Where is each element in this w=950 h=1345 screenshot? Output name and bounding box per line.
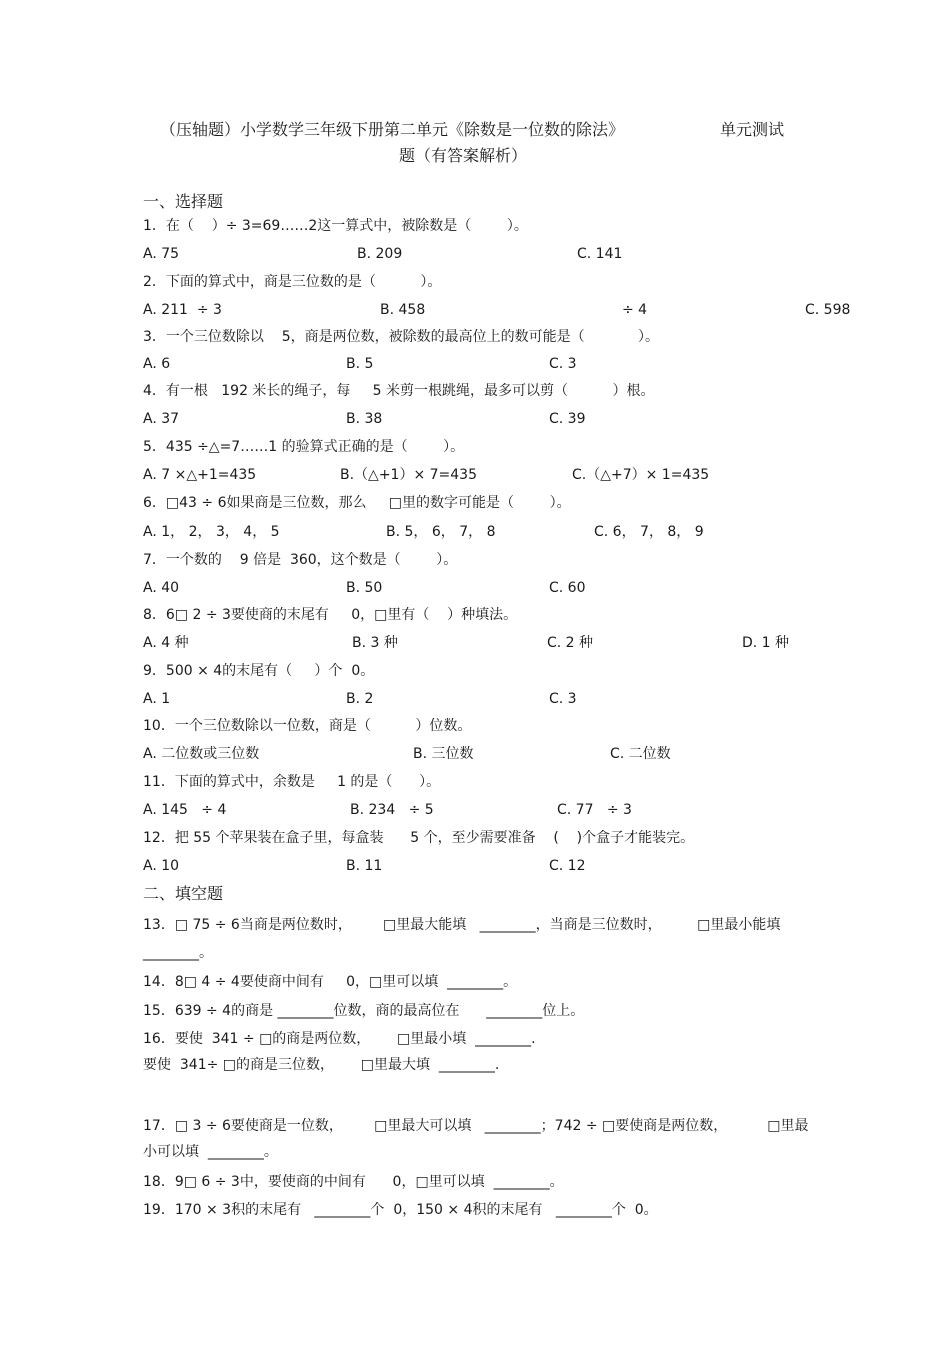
question-6: 6．□43 ÷ 6如果商是三位数，那么 □里的数字可能是（ ）。 <box>143 495 571 511</box>
section-heading-choice: 一、选择题 <box>143 192 224 211</box>
question-2: 2．下面的算式中，商是三位数的是（ ）。 <box>143 274 442 290</box>
q12-option-b: B. 11 <box>346 858 383 874</box>
q7-option-a: A. 40 <box>143 580 180 596</box>
q8-option-a: A. 4 种 <box>143 635 189 651</box>
q4-option-a: A. 37 <box>143 411 180 427</box>
question-13: 13．□ 75 ÷ 6当商是两位数时， □里最大能填 ________，当商是三位数时， □里最小能填 <box>143 917 781 933</box>
q8-option-c: C. 2 种 <box>547 635 594 651</box>
q10-option-c: C. 二位数 <box>610 746 671 762</box>
q8-option-b: B. 3 种 <box>352 635 398 651</box>
q3-option-b: B. 5 <box>346 356 374 372</box>
q12-option-c: C. 12 <box>549 858 586 874</box>
q1-option-a: A. 75 <box>143 246 180 262</box>
q2-option-b: B. 458 <box>380 302 426 318</box>
q5-option-c: C.（△+7）× 1=435 <box>572 467 710 483</box>
q10-option-b: B. 三位数 <box>413 746 474 762</box>
q11-option-b: B. 234 ÷ 5 <box>350 802 434 818</box>
question-4: 4．有一根 192 米长的绳子，每 5 米剪一根跳绳，最多可以剪（ ）根。 <box>143 383 655 399</box>
q11-option-a: A. 145 ÷ 4 <box>143 802 227 818</box>
question-16-cont: 要使 341÷ □的商是三位数， □里最大填 ________. <box>143 1057 500 1073</box>
question-5: 5．435 ÷△=7……1 的验算式正确的是（ ）。 <box>143 439 465 455</box>
q9-option-b: B. 2 <box>346 691 374 707</box>
q4-option-c: C. 39 <box>549 411 586 427</box>
q4-option-b: B. 38 <box>346 411 383 427</box>
q1-option-b: B. 209 <box>357 246 403 262</box>
q2-option-a: A. 211 ÷ 3 <box>143 302 222 318</box>
section-heading-fill: 二、填空题 <box>143 884 224 903</box>
question-7: 7．一个数的 9 倍是 360，这个数是（ ）。 <box>143 552 458 568</box>
question-17-cont: 小可以填 ________。 <box>143 1144 278 1160</box>
doc-title-line2: 题（有答案解析） <box>399 146 528 165</box>
question-17: 17．□ 3 ÷ 6要使商是一位数， □里最大可以填 ________；742 ÷ □要使商是两位数， □里最 <box>143 1118 809 1134</box>
doc-title-line1-end: 单元测试 <box>720 120 785 139</box>
question-19: 19．170 × 3积的末尾有 ________个 0，150 × 4积的末尾有 ________个 0。 <box>143 1202 658 1218</box>
q1-option-c: C. 141 <box>577 246 623 262</box>
q6-option-b: B. 5， 6， 7， 8 <box>386 524 496 540</box>
doc-title-line1: （压轴题）小学数学三年级下册第二单元《除数是一位数的除法》 <box>160 120 625 139</box>
question-3: 3．一个三位数除以 5，商是两位数，被除数的最高位上的数可能是（ ）。 <box>143 329 660 345</box>
question-15: 15．639 ÷ 4的商是 ________位数，商的最高位在 ________位上。 <box>143 1003 585 1019</box>
q2-option-c: C. 598 <box>805 302 851 318</box>
q3-option-c: C. 3 <box>549 356 577 372</box>
q6-option-a: A. 1， 2， 3， 4， 5 <box>143 524 280 540</box>
q2-option-b-divisor: ÷ 4 <box>622 302 648 318</box>
question-8: 8．6□ 2 ÷ 3要使商的末尾有 0，□里有（ ）种填法。 <box>143 607 518 623</box>
q9-option-c: C. 3 <box>549 691 577 707</box>
q8-option-d: D. 1 种 <box>742 635 790 651</box>
question-12: 12．把 55 个苹果装在盒子里，每盒装 5 个，至少需要准备 ( )个盒子才能装完。 <box>143 830 695 846</box>
q9-option-a: A. 1 <box>143 691 171 707</box>
question-13-cont: ________。 <box>143 945 213 961</box>
question-9: 9．500 × 4的末尾有（ ）个 0。 <box>143 663 375 679</box>
q12-option-a: A. 10 <box>143 858 180 874</box>
q7-option-b: B. 50 <box>346 580 383 596</box>
q3-option-a: A. 6 <box>143 356 171 372</box>
question-16: 16．要使 341 ÷ □的商是两位数， □里最小填 ________. <box>143 1031 536 1047</box>
q10-option-a: A. 二位数或三位数 <box>143 746 260 762</box>
question-10: 10．一个三位数除以一位数，商是（ ）位数。 <box>143 718 472 734</box>
q7-option-c: C. 60 <box>549 580 586 596</box>
q11-option-c: C. 77 ÷ 3 <box>557 802 632 818</box>
question-1: 1．在（ ）÷ 3=69……2这一算式中，被除数是（ ）。 <box>143 218 528 234</box>
question-14: 14．8□ 4 ÷ 4要使商中间有 0，□里可以填 ________。 <box>143 974 518 990</box>
q5-option-a: A. 7 ×△+1=435 <box>143 467 257 483</box>
question-18: 18．9□ 6 ÷ 3中，要使商的中间有 0，□里可以填 ________。 <box>143 1174 564 1190</box>
question-11: 11．下面的算式中，余数是 1 的是（ ）。 <box>143 774 441 790</box>
q5-option-b: B.（△+1）× 7=435 <box>340 467 477 483</box>
q6-option-c: C. 6， 7， 8， 9 <box>594 524 704 540</box>
